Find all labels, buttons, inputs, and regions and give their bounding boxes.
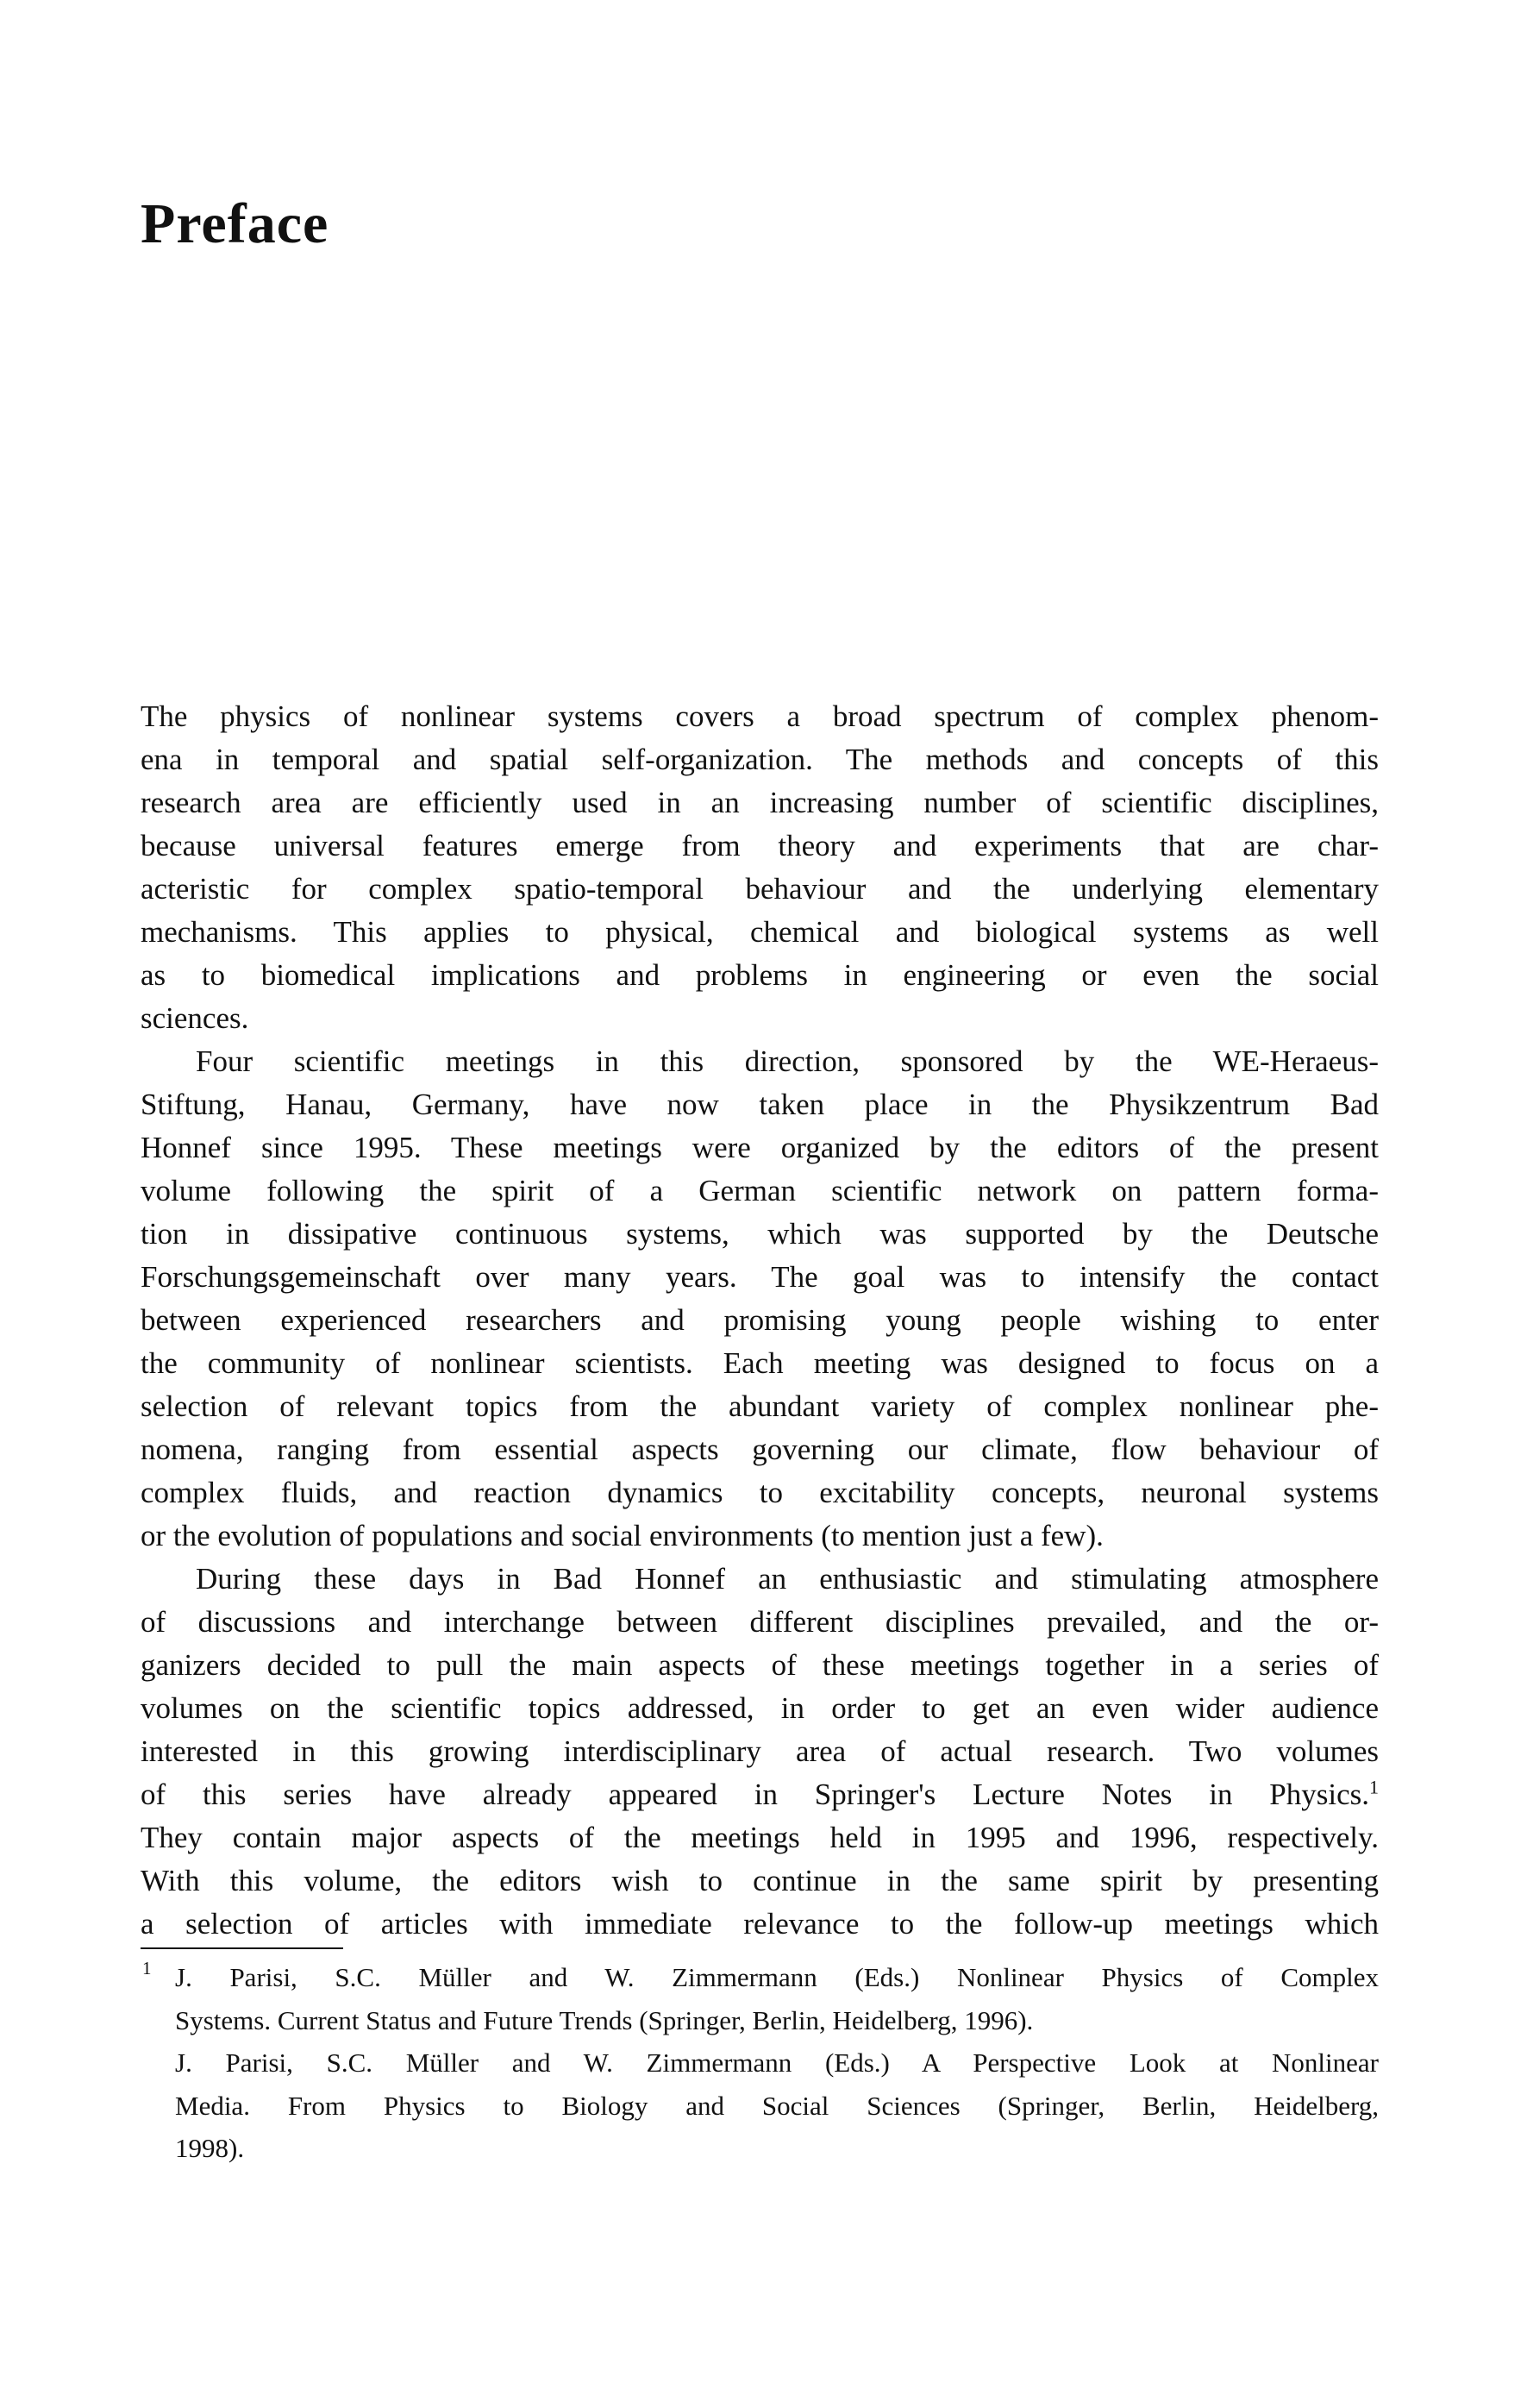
text-line: nomena, ranging from essential aspects governing our climate, flow behaviour of bbox=[141, 1433, 1379, 1466]
text-line: or the evolution of populations and social environments (to mention just a few). bbox=[141, 1519, 1104, 1552]
text-line: sciences. bbox=[141, 1001, 249, 1035]
footnote-line: 1998). bbox=[175, 2133, 245, 2163]
footnote-line: Media. From Physics to Biology and Social Sciences (Springer, Berlin, Heidelberg, bbox=[175, 2090, 1379, 2121]
footnote-line: J. Parisi, S.C. Müller and W. Zimmermann (Eds.) A Perspective Look at Nonlinear bbox=[175, 2047, 1379, 2078]
text-line: Stiftung, Hanau, Germany, have now taken place in the Physikzentrum Bad bbox=[141, 1088, 1379, 1121]
text-line: of discussions and interchange between different disciplines prevailed, and the or- bbox=[141, 1605, 1379, 1639]
text-line: mechanisms. This applies to physical, chemical and biological systems as well bbox=[141, 915, 1379, 949]
text-line: acteristic for complex spatio-temporal behaviour and the underlying elementary bbox=[141, 872, 1379, 906]
text-line: research area are efficiently used in an increasing number of scientific disciplines, bbox=[141, 786, 1379, 819]
footnote-line bbox=[141, 1956, 1379, 1999]
footnote-divider bbox=[141, 1947, 343, 1949]
text-line: volume following the spirit of a German scientific network on pattern forma- bbox=[141, 1174, 1379, 1207]
text-line: With this volume, the editors wish to continue in the same spirit by presenting bbox=[141, 1864, 1379, 1897]
text-line: complex fluids, and reaction dynamics to excitability concepts, neuronal systems bbox=[141, 1476, 1379, 1509]
footnote-line: Systems. Current Status and Future Trends (Springer, Berlin, Heidelberg, 1996). bbox=[175, 2004, 1034, 2035]
text-line: The physics of nonlinear systems covers a broad spectrum of complex phenom- bbox=[141, 699, 1379, 733]
preface-body bbox=[141, 695, 1379, 1946]
text-line: volumes on the scientific topics addressed, in order to get an even wider audience bbox=[141, 1691, 1379, 1725]
footnote-reference: 1 bbox=[1369, 1776, 1379, 1798]
text-line: ena in temporal and spatial self-organization. The methods and concepts of this bbox=[141, 743, 1379, 776]
paragraph-2 bbox=[141, 1040, 1379, 1558]
text-line-with-footnote bbox=[141, 1773, 1379, 1816]
text-line: selection of relevant topics from the abundant variety of complex nonlinear phe- bbox=[141, 1389, 1379, 1423]
paragraph-3 bbox=[141, 1558, 1379, 1946]
page-title: Preface bbox=[141, 192, 329, 255]
text-line: They contain major aspects of the meetings held in 1995 and 1996, respectively. bbox=[141, 1821, 1379, 1854]
footnote-text: J. Parisi, S.C. Müller and W. Zimmermann (Eds.) Nonlinear Physics of Complex bbox=[175, 1962, 1379, 1992]
text-line: because universal features emerge from theory and experiments that are char- bbox=[141, 829, 1379, 862]
footnote-mark: 1 bbox=[142, 1958, 152, 1978]
text-line: interested in this growing interdisciplinary area of actual research. Two volumes bbox=[141, 1734, 1379, 1768]
text-line: tion in dissipative continuous systems, which was supported by the Deutsche bbox=[141, 1217, 1379, 1251]
footnote bbox=[141, 1956, 1379, 2170]
text-line: Honnef since 1995. These meetings were organized by the editors of the present bbox=[141, 1131, 1379, 1164]
text-line: Forschungsgemeinschaft over many years. The goal was to intensify the contact bbox=[141, 1260, 1379, 1294]
text-line: During these days in Bad Honnef an enthusiastic and stimulating atmosphere bbox=[196, 1562, 1379, 1596]
text-line: between experienced researchers and promising young people wishing to enter bbox=[141, 1303, 1379, 1337]
text-line: Four scientific meetings in this direction, sponsored by the WE-Heraeus- bbox=[196, 1044, 1379, 1078]
text-line: a selection of articles with immediate relevance to the follow-up meetings which bbox=[141, 1907, 1379, 1941]
text-line: the community of nonlinear scientists. Each meeting was designed to focus on a bbox=[141, 1346, 1379, 1380]
text-line: of this series have already appeared in Springer's Lecture Notes in Physics. bbox=[141, 1778, 1369, 1811]
paragraph-1 bbox=[141, 695, 1379, 1040]
text-line: ganizers decided to pull the main aspects of these meetings together in a series of bbox=[141, 1648, 1379, 1682]
text-line: as to biomedical implications and problems in engineering or even the social bbox=[141, 958, 1379, 992]
